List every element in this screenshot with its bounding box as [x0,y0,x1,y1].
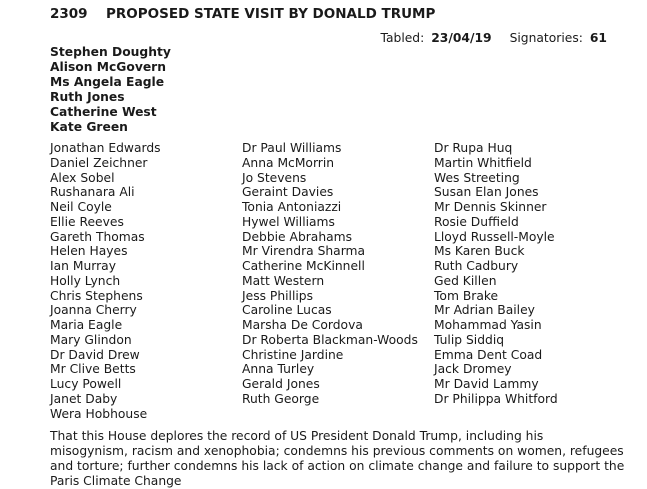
signatories-label: Signatories: [509,31,583,45]
signatory-name: Jess Phillips [242,288,314,303]
signatory-name: Daniel Zeichner [50,155,148,170]
signatory-name: Helen Hayes [50,244,128,259]
signatory-name: Anna McMorrin [242,155,335,170]
signatory-name: Dr Roberta Blackman-Woods [242,332,418,347]
signatory-name: Lloyd Russell-Moyle [434,229,555,244]
signatory-name: Neil Coyle [50,200,112,214]
signatories-column-3 [434,141,558,407]
signatory-name: Mohammad Yasin [434,318,542,332]
motion-text: That this House deplores the record of US President Donald Trump, including his misogynism, racism and xenophobia; condemns his previous comments on women, refugees and torture; further condemns his lack of action on climate change and failure to support the Paris Climate Change [50,429,625,488]
signatory-name: Janet Daby [50,391,118,406]
signatory-name: Dr Philippa Whitford [434,391,558,406]
signatory-name: Chris Stephens [50,288,143,303]
signatory-name: Gerald Jones [242,377,320,391]
signatory-name: Susan Elan Jones [434,185,539,200]
signatory-name: Dr Rupa Huq [434,141,513,155]
signatory-name: Mary Glindon [50,332,132,347]
primary-sponsors-list [50,45,171,135]
signatory-name: Tulip Siddiq [434,332,505,347]
primary-sponsor: Alison McGovern [50,60,166,74]
signatory-name: Holly Lynch [50,273,121,288]
signatory-name: Jack Dromey [434,362,512,377]
motion-title: PROPOSED STATE VISIT BY DONALD TRUMP [106,6,436,22]
signatory-name: Mr Adrian Bailey [434,303,535,318]
signatory-name: Emma Dent Coad [434,347,543,362]
signatory-name: Caroline Lucas [242,303,332,318]
signatory-name: Hywel Williams [242,214,335,229]
signatory-name: Matt Western [242,273,325,288]
signatories-column-1 [50,141,161,421]
signatory-name: Tonia Antoniazzi [242,200,342,214]
motion-header [50,6,610,26]
signatory-name: Joanna Cherry [50,303,137,318]
signatory-name: Wes Streeting [434,170,520,185]
tabled-label: Tabled: [380,31,425,45]
primary-sponsor: Kate Green [50,120,128,134]
signatory-name: Mr David Lammy [434,377,539,391]
primary-sponsor: Catherine West [50,105,157,119]
signatory-name: Jonathan Edwards [50,141,161,155]
signatory-name: Rosie Duffield [434,214,519,229]
signatory-name: Marsha De Cordova [242,318,363,332]
signatory-name: Ged Killen [434,273,497,288]
signatory-name: Jo Stevens [242,170,307,185]
signatory-name: Mr Clive Betts [50,362,136,377]
signatory-name: Debbie Abrahams [242,229,353,244]
signatory-name: Wera Hobhouse [50,406,148,421]
signatory-name: Alex Sobel [50,170,115,185]
primary-sponsor: Ms Angela Eagle [50,75,165,89]
signatory-name: Ruth George [242,391,320,406]
signatory-name: Dr David Drew [50,347,140,362]
primary-sponsor: Stephen Doughty [50,45,171,59]
signatory-name: Gareth Thomas [50,229,145,244]
signatory-name: Tom Brake [434,288,499,303]
signatory-name: Geraint Davies [242,185,334,200]
signatory-name: Maria Eagle [50,318,123,332]
signatory-name: Anna Turley [242,362,315,377]
signatories-count: 61 [589,31,607,45]
signatory-name: Christine Jardine [242,347,344,362]
signatory-name: Dr Paul Williams [242,141,342,155]
signatory-name: Ian Murray [50,259,116,273]
signatory-name: Ruth Cadbury [434,259,519,273]
signatory-name: Martin Whitfield [434,155,532,170]
signatory-name: Mr Dennis Skinner [434,200,547,214]
signatories-column-2 [242,141,418,407]
signatory-name: Ellie Reeves [50,214,124,229]
motion-meta [381,31,608,45]
signatory-name: Mr Virendra Sharma [242,244,366,259]
signatory-name: Catherine McKinnell [242,259,365,273]
signatory-name: Rushanara Ali [50,185,135,200]
motion-number: 2309 [50,6,88,22]
signatory-name: Lucy Powell [50,377,122,391]
signatory-name: Ms Karen Buck [434,244,525,259]
tabled-date: 23/04/19 [431,31,492,45]
primary-sponsor: Ruth Jones [50,90,125,104]
